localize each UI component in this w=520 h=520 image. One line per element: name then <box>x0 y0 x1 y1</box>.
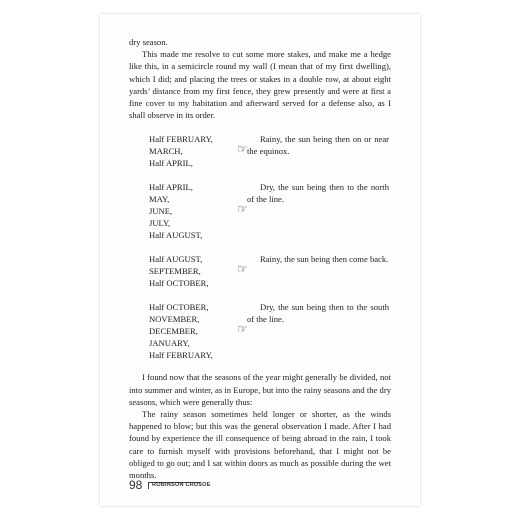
month-name: DECEMBER, <box>149 326 198 337</box>
season-description: Dry, the sun being then to the south of the line. <box>247 302 389 325</box>
month-name: Half FEBRUARY, <box>149 134 213 145</box>
month-name: MAY, <box>149 194 170 205</box>
paragraph: The rainy season sometimes held longer or shorter, as the winds happened to blow; but this was the general observation I made. After I had found by experience the ill consequence of being abroad in the rain, I took care to furnish myself with provisions beforehand, that I might not be obliged to go out; and I sat within doors as much as possible during the wet months. <box>129 409 391 481</box>
pointing-hand-icon: ☞ <box>237 142 248 157</box>
paragraph: I found now that the seasons of the year might generally be divided, not into summer and winter, as in Europe, but into the rainy seasons and the dry seasons, which were generally thus: <box>129 372 391 407</box>
season-description: Dry, the sun being then to the north of the line. <box>247 182 389 205</box>
paragraph: dry season. <box>129 37 168 47</box>
season-entry <box>149 181 391 241</box>
season-entry <box>149 133 391 169</box>
month-name: MARCH, <box>149 146 183 157</box>
paragraph: This made me resolve to cut some more stakes, and make me a hedge like this, in a semicircle round my wall (I mean that of my first dwelling), which I did; and placing the trees or stakes in a double row, at about eight yards’ distance from my first fence, they grew presently and were at first a fine cover to my habitation and afterward served for a defense also, as I shall observe in its order. <box>129 49 391 121</box>
pointing-hand-icon: ☞ <box>237 322 248 337</box>
month-name: JANUARY, <box>149 338 190 349</box>
season-months <box>149 301 231 361</box>
month-name: JULY, <box>149 218 171 229</box>
season-entry <box>149 253 391 289</box>
book-page <box>100 14 420 506</box>
pointing-hand-icon: ☞ <box>237 262 248 277</box>
month-name: Half AUGUST, <box>149 254 203 265</box>
page-number: 98 <box>129 478 143 492</box>
top-paragraphs <box>129 36 391 121</box>
month-name: Half OCTOBER, <box>149 302 209 313</box>
month-name: NOVEMBER, <box>149 314 200 325</box>
season-entry <box>149 301 391 361</box>
season-months <box>149 253 231 289</box>
page-body <box>129 36 391 481</box>
month-name: JUNE, <box>149 206 173 217</box>
month-name: SEPTEMBER, <box>149 266 201 277</box>
season-description: Rainy, the sun being then on or near the equinox. <box>247 134 389 157</box>
month-name: Half APRIL, <box>149 158 193 169</box>
running-title: ROBINSON CRUSOE <box>152 482 211 488</box>
page-footer <box>129 478 391 494</box>
season-description: Rainy, the sun being then come back. <box>260 254 389 265</box>
season-months <box>149 181 231 241</box>
seasons-table <box>129 133 391 361</box>
month-name: Half APRIL, <box>149 182 193 193</box>
season-months <box>149 133 231 169</box>
month-name: Half OCTOBER, <box>149 278 209 289</box>
month-name: Half FEBRUARY, <box>149 350 213 361</box>
month-name: Half AUGUST, <box>149 230 203 241</box>
bottom-paragraphs <box>129 371 391 481</box>
pointing-hand-icon: ☞ <box>237 202 248 217</box>
